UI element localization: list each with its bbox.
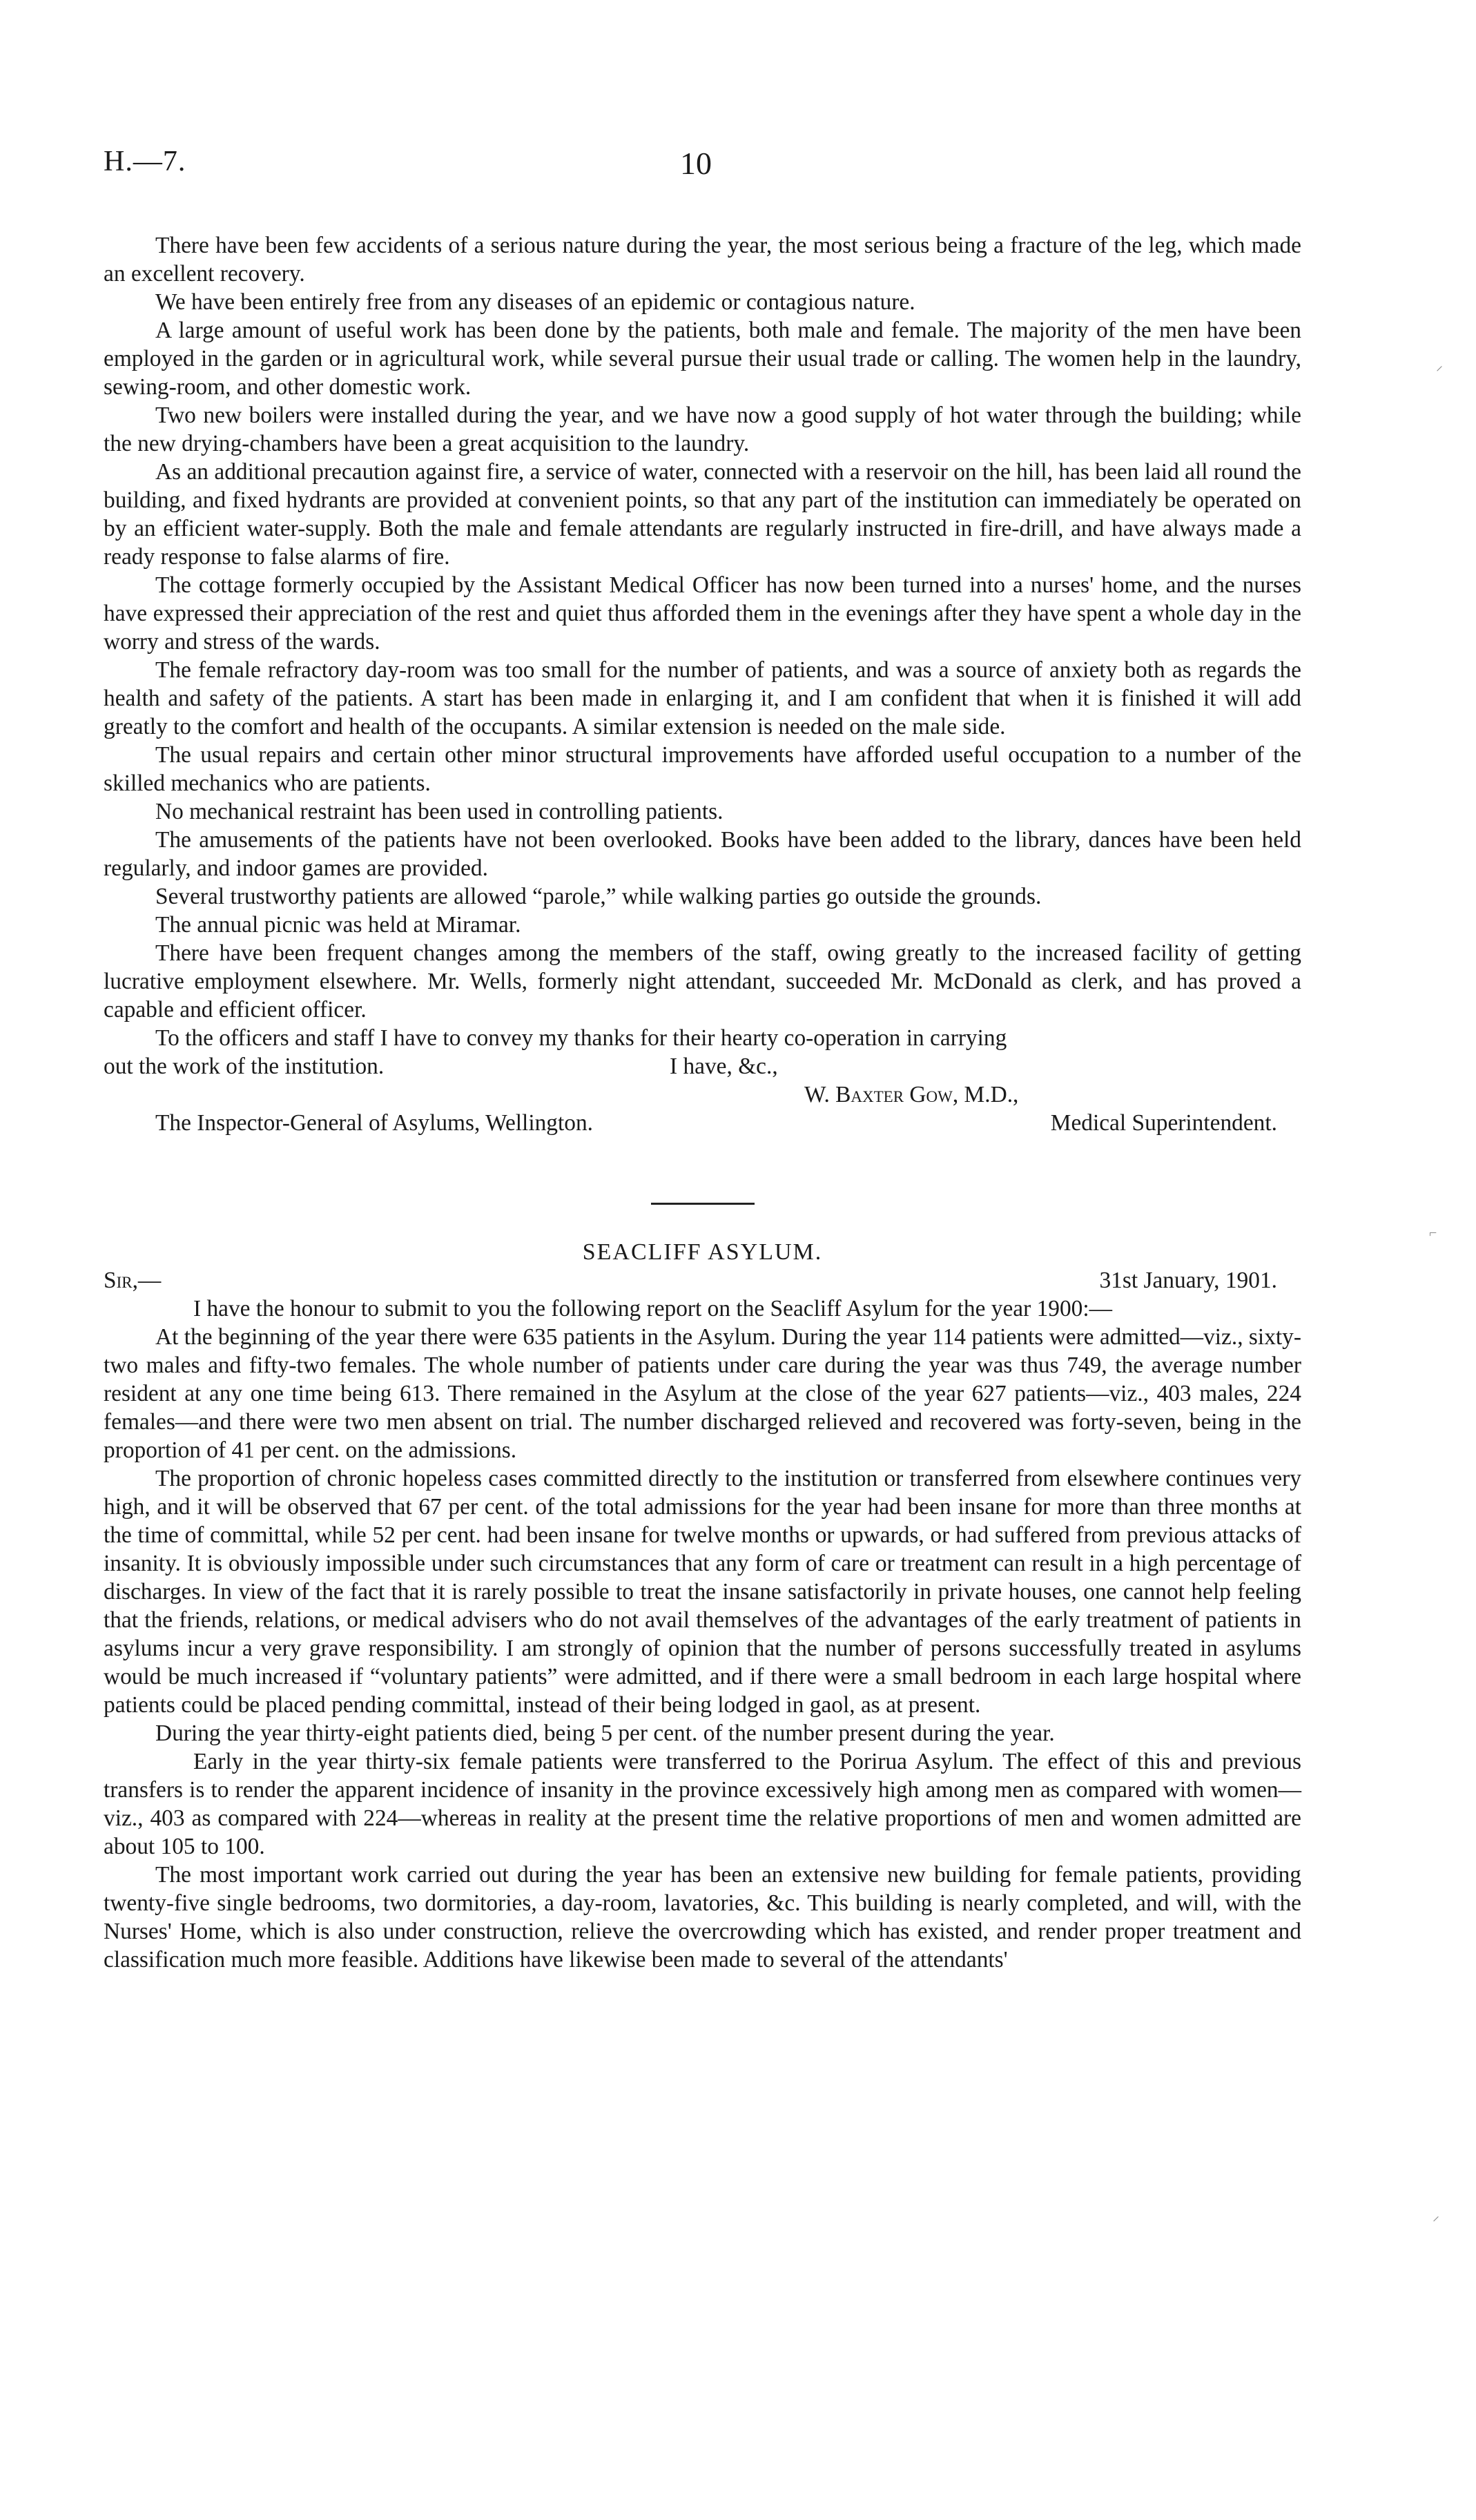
paragraph: The amusements of the patients have not been overlooked. Books have been added to the library, dances have been held regularly, and indoor games are provided.: [104, 827, 1301, 881]
section-title: SEACLIFF ASYLUM.: [582, 1239, 823, 1265]
closing-block: [104, 1024, 1301, 1137]
salutation-row: [104, 1266, 1301, 1295]
closing-text: out the work of the institution.: [104, 1054, 385, 1079]
addressee: The Inspector-General of Asylums, Wellington.: [155, 1110, 594, 1136]
paragraph: A large amount of useful work has been done by the patients, both male and female. The majority of the men have been employed in the garden or in agricultural work, while several pursue their usual trade or calling. The women help in the laundry, sewing-room, and other domestic work.: [104, 318, 1301, 400]
valediction: I have, &c.,: [670, 1054, 778, 1079]
signature-title: Medical Superintendent.: [1050, 1110, 1277, 1136]
salutation: Sir,—: [104, 1268, 162, 1293]
paragraph: Two new boilers were installed during the year, and we have now a good supply of hot water through the building; while the new drying-chambers have been a great acquisition to the laundry.: [104, 403, 1301, 456]
paragraph: At the beginning of the year there were 635 patients in the Asylum. During the year 114 patients were admitted—viz., sixty-two males and fifty-two females. The whole number of patients under care during the year was thus 749, the average number resident at any one time being 613. There remained in the Asylum at the close of the year 627 patients—viz., 403 males, 224 females—and there were two men absent on trial. The number discharged relieved and recovered was forty-seven, being in the proportion of 41 per cent. on the admissions.: [104, 1324, 1301, 1463]
paragraph: There have been frequent changes among the members of the staff, owing greatly to the increased facility of getting lucrative employment elsewhere. Mr. Wells, formerly night attendant, succeeded Mr. McDonald as clerk, and has proved a capable and efficient officer.: [104, 940, 1301, 1022]
paragraph: The proportion of chronic hopeless cases committed directly to the institution or transferred from elsewhere continues very high, and it will be observed that 67 per cent. of the total admissions for the year had been insane for more than three months at the time of committal, while 52 per cent. had been insane for twelve months or upwards, or had suffered from previous attacks of insanity. It is obviously impossible under such circumstances that any form of care or treatment can result in a high percentage of discharges. In view of the fact that it is rarely possible to treat the insane satisfactorily in private houses, one cannot help feeling that the friends, relations, or medical advisers who do not avail themselves of the advantages of the early treatment of patients in asylums incur a very grave responsibility. I am strongly of opinion that the number of persons successfully treated in asylums would be much increased if “voluntary patients” were admitted, and if there were a small bedroom in each large hospital where patients could be placed pending committal, instead of their being lodged in gaol, as at present.: [104, 1466, 1301, 1718]
scan-speck: ⸝: [1436, 358, 1443, 374]
paragraph: The female refractory day-room was too small for the number of patients, and was a source of anxiety both as regards the health and safety of the patients. A start has been made in enlarging it, and I am confident that when it is finished it will add greatly to the comfort and health of the occupants. A similar extension is needed on the male side.: [104, 657, 1301, 739]
paragraph: I have the honour to submit to you the following report on the Seacliff Asylum for the year 1900:—: [193, 1296, 1113, 1321]
paragraph: We have been entirely free from any diseases of an epidemic or contagious nature.: [155, 289, 915, 315]
paragraph: No mechanical restraint has been used in controlling patients.: [155, 799, 724, 824]
paragraph: During the year thirty-eight patients died, being 5 per cent. of the number present during the year.: [155, 1721, 1055, 1746]
paragraph: The most important work carried out during the year has been an extensive new building for female patients, providing twenty-five single bedrooms, two dormitories, a day-room, lavatories, &c. This building is nearly completed, and will, with the Nurses' Home, which is also under construction, relieve the overcrowding which has existed, and render proper treatment and classification much more feasible. Additions have likewise been made to several of the attendants': [104, 1862, 1301, 1973]
page-number: 10: [680, 146, 712, 181]
document-page: [104, 145, 1301, 1974]
signature-row: [104, 1109, 1301, 1137]
paragraph: The cottage formerly occupied by the Assistant Medical Officer has now been turned into a nurses' home, and the nurses have expressed their appreciation of the rest and quiet thus afforded them in the evenings after they have spent a whole day in the worry and stress of the wards.: [104, 572, 1301, 655]
paragraph: Several trustworthy patients are allowed “parole,” while walking parties go outside the grounds.: [155, 884, 1042, 909]
paragraph: The usual repairs and certain other minor structural improvements have afforded useful occupation to a number of the skilled mechanics who are patients.: [104, 742, 1301, 796]
paragraph: The annual picnic was held at Miramar.: [155, 912, 521, 938]
scan-speck: ⸝: [1433, 2209, 1439, 2224]
page-header: [104, 145, 1301, 200]
document-reference: H.—7.: [104, 146, 186, 177]
section-divider: [651, 1203, 755, 1205]
paragraph: There have been few accidents of a serious nature during the year, the most serious being a fracture of the leg, which made an excellent recovery.: [104, 233, 1301, 287]
closing-line-2: [104, 1052, 1301, 1080]
signature-name: W. Baxter Gow, M.D.,: [804, 1082, 1019, 1107]
report-body-top: [104, 231, 1301, 1024]
report-body-bottom: [104, 1295, 1301, 1974]
letter-date: 31st January, 1901.: [1099, 1268, 1277, 1293]
paragraph: Early in the year thirty-six female patients were transferred to the Porirua Asylum. The effect of this and previous transfers is to render the apparent incidence of insanity in the province excessively high among men as compared with women—viz., 403 as compared with 224—whereas in reality at the present time the relative proportions of men and women admitted are about 105 to 100.: [104, 1749, 1301, 1859]
closing-line: To the officers and staff I have to convey my thanks for their hearty co-operation in carrying: [155, 1025, 1007, 1051]
scan-speck: ⌐: [1429, 1225, 1437, 1241]
paragraph: As an additional precaution against fire, a service of water, connected with a reservoir on the hill, has been laid all round the building, and fixed hydrants are provided at convenient points, so that any part of the institution can immediately be operated on by an efficient water-supply. Both the male and female attendants are regularly instructed in fire-drill, and have always made a ready response to false alarms of fire.: [104, 459, 1301, 570]
